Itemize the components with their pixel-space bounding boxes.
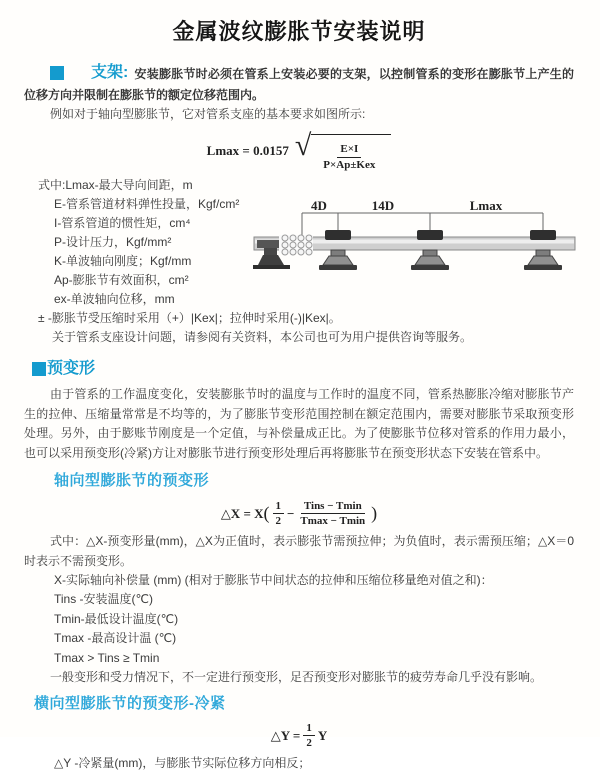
axial-note: 一般变形和受力情况下，不一定进行预变形，足否预变形对膨胀节的疲劳寿命几乎没有影响。 bbox=[50, 670, 543, 685]
formula-axial-frac-half: $\frac{1}{2}$ bbox=[273, 499, 285, 529]
formula-lmax-numerator: E×I bbox=[337, 142, 361, 157]
dim-label-14d: 14D bbox=[371, 198, 395, 214]
dim-label-4d: 4D bbox=[311, 198, 327, 214]
dim-label-lmax: Lmax bbox=[469, 198, 503, 214]
formula-lmax bbox=[24, 129, 574, 172]
support-intro-text: 安装膨胀节时必须在管系上安装必要的支架，以控制管系的变形在膨胀节上产生的位移方向并限制在膨胀节的额定位移范围内。 bbox=[24, 66, 574, 102]
axial-item: Tins -安装温度(℃) bbox=[54, 592, 154, 607]
axial-subheading: 轴向型膨胀节的预变形 bbox=[54, 472, 210, 490]
formula-lateral-rhs: Y bbox=[317, 728, 328, 744]
support-section-heading bbox=[50, 60, 128, 86]
definition-item: K-单波轴向刚度；Kgf/mm bbox=[54, 253, 192, 268]
blue-square-icon bbox=[32, 362, 46, 376]
blue-square-icon bbox=[50, 66, 64, 80]
definition-item: 式中:Lmax-最大导向间距，m bbox=[38, 178, 193, 192]
predeform-section-heading bbox=[32, 356, 574, 382]
definitions-and-diagram bbox=[24, 176, 574, 309]
axial-item: Tmax -最高设计温 (℃) bbox=[54, 631, 177, 646]
definition-item: P-设计压力，Kgf/mm² bbox=[54, 234, 172, 249]
axial-explain: 式中：△X-预变形量(mm)，△X为正值时，表示膨张节需预拉伸；为负值时，表示需预压缩；△X＝0时表示不需预变形。 bbox=[24, 534, 574, 568]
formula-axial-frac-temp: $\frac{\text{Tins − Tmin}}{Tmax - Tmin}$ bbox=[300, 499, 366, 527]
consult-note: 关于管系支座设计问题，请参阅有关资料，本公司也可为用户提供咨询等服务。 bbox=[52, 330, 473, 345]
axial-item: Tmax > Tins ≥ Tmin bbox=[54, 650, 160, 665]
formula-lmax-lhs: Lmax = 0.0157 bbox=[206, 143, 289, 159]
predeform-heading-label: 预变形 bbox=[47, 359, 96, 377]
definitions-list bbox=[24, 176, 250, 309]
formula-lateral-lhs: △Y = bbox=[270, 728, 301, 744]
support-intro-paragraph bbox=[24, 60, 574, 105]
minus-sign: − bbox=[287, 505, 295, 521]
definition-item: Ap-膨胀节有效面积，cm² bbox=[54, 272, 189, 287]
bellows-icon bbox=[279, 235, 313, 255]
open-paren: ( bbox=[263, 503, 270, 524]
lateral-subheading: 横向型膨胀节的预变形-冷紧 bbox=[34, 694, 226, 712]
predeform-paragraph: 由于管系的工作温度变化，安装膨胀节时的温度与工作时的温度不同，管系热膨胀冷缩对膨胀节产生的拉伸、压缩量常常是不均等的，为了膨胀节变形范围控制在额定范围内，需要对膨胀节采取预变形处理。另外，由于膨账节刚度是一个定值，与补偿量成正比。为了使膨胀节位移对管系的作用力最小，也可以采用预变形(冷紧)方让对膨胀节进行预变形处理后再将膨胀节在预变形状态下安装在管系中。 bbox=[24, 387, 574, 460]
definition-item: E-管系管道材料弹性投量，Kgf/cm² bbox=[54, 196, 240, 211]
axial-items bbox=[24, 571, 574, 668]
pipe-diagram-svg bbox=[250, 197, 580, 291]
support-example-text: 例如对于轴向型膨胀节，它对管系支座的基本要求如图所示: bbox=[50, 106, 366, 121]
pipe-support-diagram bbox=[250, 176, 580, 309]
lateral-note: △Y -冷紧量(mm)，与膨胀节实际位移方向相反； bbox=[54, 756, 311, 771]
radical-icon: √ $\frac{E\times I}{\text{P×Ap±Kex}}$ bbox=[295, 129, 392, 172]
formula-lmax-fraction bbox=[320, 142, 378, 172]
axial-item: Tmin-最低设计温度(℃) bbox=[54, 611, 179, 626]
definition-item: ex-单波轴向位移，mm bbox=[54, 291, 175, 306]
support-heading-label: 支架: bbox=[91, 63, 129, 81]
formula-axial bbox=[24, 499, 574, 529]
axial-item: X-实际轴向补偿量 (mm) (相对于膨胀节中间状态的拉伸和压缩位移量绝对值之和)： bbox=[54, 572, 493, 587]
sign-note: ± -膨胀节受压缩时采用（+）|Kex|；拉伸时采用(-)|Kex|。 bbox=[38, 310, 341, 325]
formula-lateral-frac: $\frac{1}{2}$ bbox=[303, 721, 315, 751]
formula-lateral bbox=[24, 721, 574, 751]
page-title: 金属波纹膨胀节安装说明 bbox=[172, 19, 426, 44]
definition-item: I-管系管道的惯性矩，cm⁴ bbox=[54, 215, 191, 230]
close-paren: ) bbox=[371, 503, 378, 524]
formula-axial-prefix: △X = X bbox=[220, 505, 264, 521]
formula-lmax-denominator: P×Ap±Kex bbox=[323, 158, 376, 171]
